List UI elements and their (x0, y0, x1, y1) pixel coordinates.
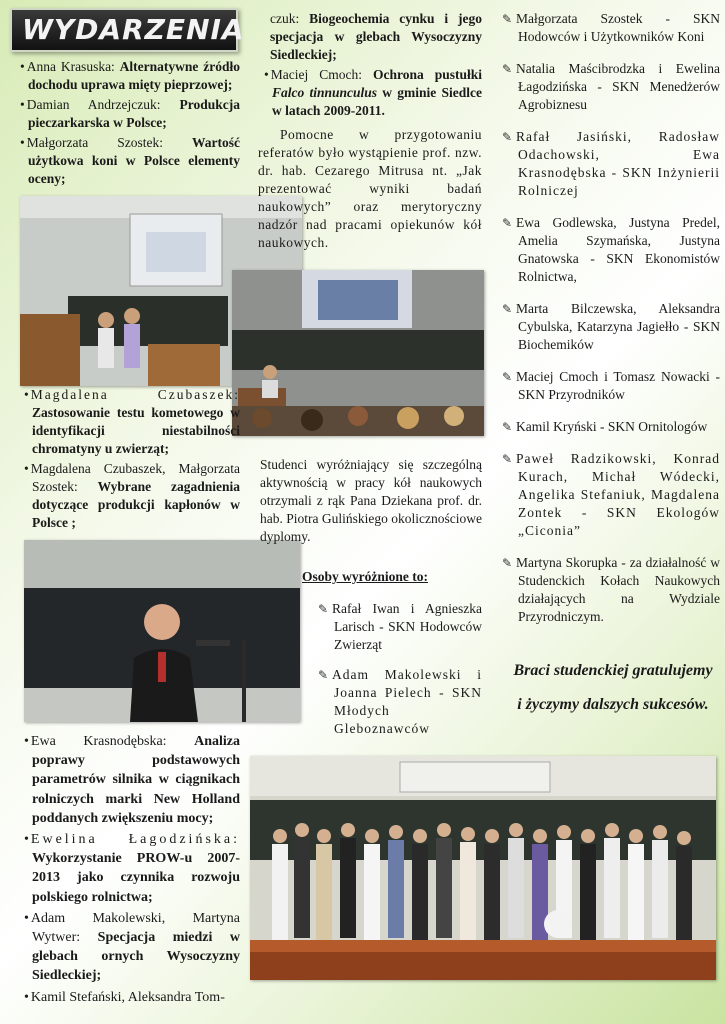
list-item: ✎ Martyna Skorupka - za działalność w Studenckich Kołach Naukowych działających na Wydziale Przyrodniczym. (502, 555, 720, 624)
list-item: • Damian Andrzejczuk: Produkcja pieczarkarska w Polsce; (14, 96, 240, 132)
col1-mid-list (18, 386, 240, 534)
pen-icon: ✎ (318, 602, 329, 616)
photo-speaker (24, 540, 300, 722)
col3-awardees-list (502, 10, 720, 626)
pen-icon: ✎ (502, 302, 513, 316)
section-header (10, 8, 245, 52)
list-item: • Anna Krasuska: Alternatywne źródło dochodu uprawa mięty pieprzowej; (14, 58, 240, 94)
list-item: ✎ Małgorzata Szostek - SKN Hodowców i Użytkowników Koni (502, 11, 720, 44)
pen-icon: ✎ (502, 12, 513, 26)
list-item: ✎ Rafał Jasiński, Radosław Odachowski, Ewa Krasnodębska - SKN Inżynierii Rolniczej (502, 129, 720, 198)
list-item: ✎ Kamil Kryński - SKN Ornitologów (502, 419, 708, 434)
list-item: • Adam Makolewski, Martyna Wytwer: Specjacja miedzi w glebach ornych Wysoczyzny Siedleckiej; (18, 909, 240, 986)
col2-paragraph-1: Pomocne w przygotowaniu referatów było wystąpienie prof. nzw. dr. hab. Cezarego Mitrusa nt. „Jak prezentować wyniki badań naukowych” oraz merytoryczny nadzór nad pracami opiekunów kół naukowych. (258, 127, 482, 250)
list-item-continued: czuk: Biogeochemia cynku i jego specjacja w glebach Wysoczyzny Siedleckiej; (270, 11, 482, 62)
col2-paragraph-2: Studenci wyróżniający się szczególną aktywnością w pracy kół naukowych otrzymali z rąk Pana Dziekana prof. dr. hab. Piotra Gulińskiego okolicznościowe dyplomy. (260, 457, 482, 544)
list-item: ✎ Adam Makolewski i Joanna Pielech - SKN Młodych Gleboznawców (318, 667, 482, 736)
pen-icon: ✎ (502, 556, 513, 570)
pen-icon: ✎ (502, 452, 514, 466)
list-item: ✎ Natalia Maścibrodzka i Ewelina Łagodzińska - SKN Menedżerów Agrobiznesu (502, 61, 720, 112)
list-item: • Magdalena Czubaszek, Małgorzata Szostek: Wybrane zagadnienia dotyczące produkcji kapłonów w Polsce ; (18, 460, 240, 532)
pen-icon: ✎ (502, 370, 513, 384)
pen-icon: ✎ (318, 668, 330, 682)
photo-presentation-2 (232, 270, 484, 436)
col2-awardees-list (318, 600, 482, 738)
col1-top-list (14, 58, 240, 190)
pen-icon: ✎ (502, 62, 513, 76)
closing-line-1: Braci studenckiej gratulujemy (513, 662, 713, 679)
list-item: • Małgorzata Szostek: Wartość użytkowa koni w Polsce elementy oceny; (14, 134, 240, 188)
list-item: • Ewa Krasnodębska: Analiza poprawy podstawowych parametrów silnika w ciągnikach rolniczych marki New Holland poddanych zwiększeniu mocy; (18, 732, 240, 828)
col2-top (258, 10, 482, 124)
list-item: • Kamil Stefański, Aleksandra Tom- (18, 988, 240, 1007)
list-item: ✎ Ewa Godlewska, Justyna Predel, Amelia Szymańska, Justyna Gnatowska - SKN Ekonomistów Rolnictwa, (502, 215, 720, 284)
pen-icon: ✎ (502, 216, 513, 230)
list-item: ✎ Marta Bilczewska, Aleksandra Cybulska, Katarzyna Jagiełło - SKN Biochemików (502, 301, 720, 352)
list-item: • Magdalena Czubaszek: Zastosowanie testu kometowego w identyfikacji niestabilności chromatyny u zwierząt; (18, 386, 240, 458)
awardees-heading: Osoby wyróżnione to: (302, 569, 428, 584)
list-item: ✎ Rafał Iwan i Agnieszka Larisch - SKN Hodowców Zwierząt (318, 601, 482, 652)
pen-icon: ✎ (502, 130, 514, 144)
photo-group (250, 756, 716, 980)
list-item: ✎ Paweł Radzikowski, Konrad Kurach, Michał Wódecki, Angelika Stefaniuk, Magdalena Zontek - SKN Ekologów „Ciconia” (502, 451, 720, 538)
list-item: • Maciej Cmoch: Ochrona pustułki Falco tinnunculus w gminie Siedlce w latach 2009-2011. (258, 66, 482, 120)
pen-icon: ✎ (502, 420, 513, 434)
col1-bottom-list (18, 732, 240, 1009)
section-title: WYDARZENIA (22, 13, 245, 46)
list-item: • Ewelina Łagodzińska: Wykorzystanie PROW-u 2007-2013 jako czynnika rozwoju polskiego rolnictwa; (18, 830, 240, 907)
closing-line-2: i życzymy dalszych sukcesów. (517, 696, 709, 713)
list-item: ✎ Maciej Cmoch i Tomasz Nowacki - SKN Przyrodników (502, 369, 720, 402)
